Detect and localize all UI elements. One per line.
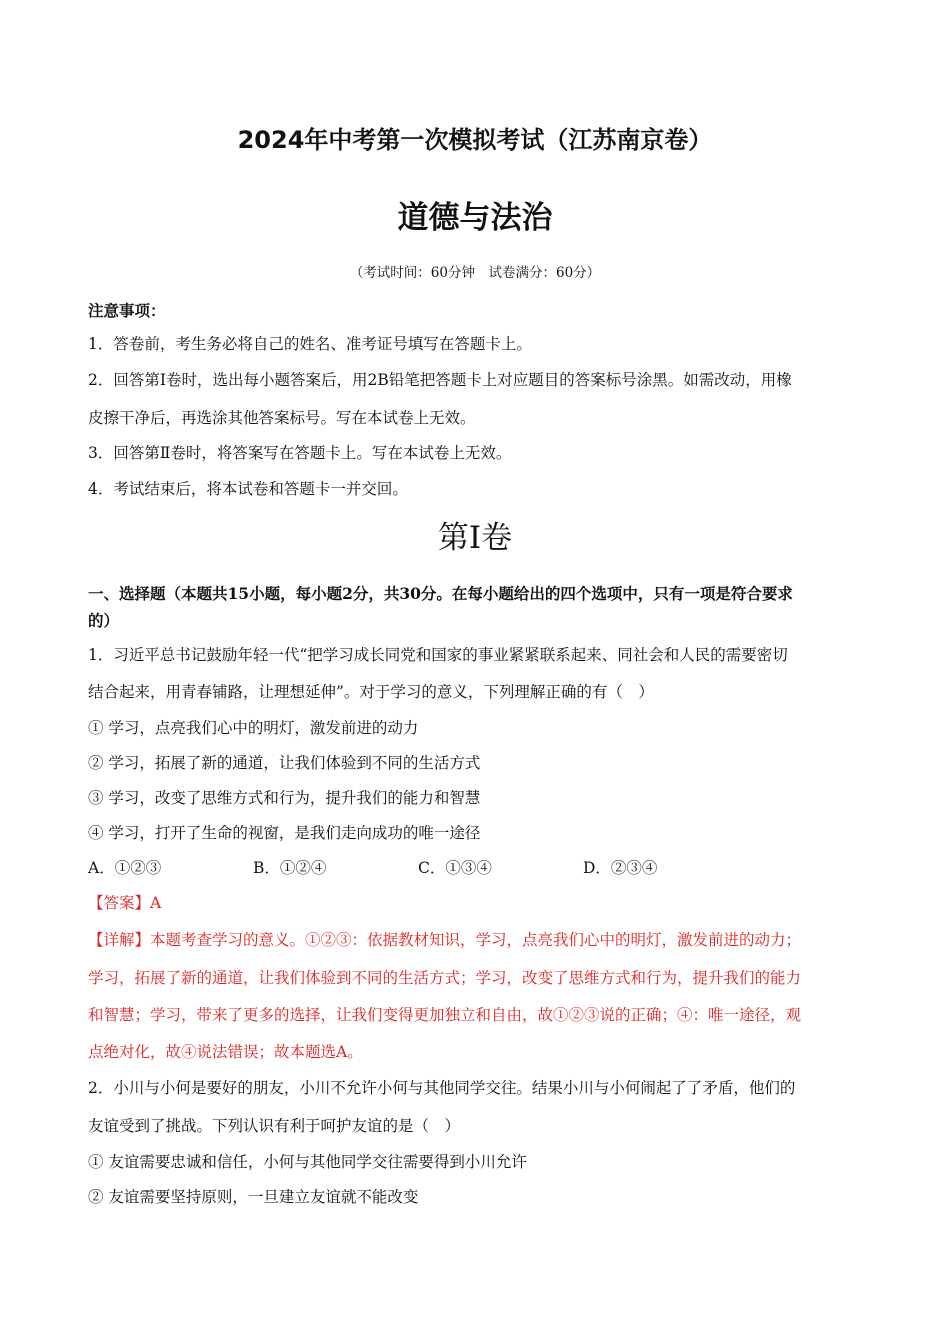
q1-stem-line-2: 结合起来，用青春铺路，让理想延伸”。对于学习的意义，下列理解正确的有（ ） — [88, 683, 654, 701]
q1-detail-line-4: 点绝对化，故④说法错误；故本题选A。 — [88, 1043, 363, 1061]
q1-statement-4: ④ 学习，打开了生命的视窗，是我们走向成功的唯一途径 — [88, 824, 481, 842]
notice-item-2-line-1: 2．回答第Ⅰ卷时，选出每小题答案后，用2B铅笔把答题卡上对应题目的答案标号涂黑。如需改动，用橡 — [88, 371, 792, 389]
subject-title: 道德与法治 — [397, 200, 553, 236]
q1-statement-2: ② 学习，拓展了新的通道，让我们体验到不同的生活方式 — [88, 754, 481, 772]
q1-statement-1: ① 学习，点亮我们心中的明灯，激发前进的动力 — [88, 719, 419, 737]
section-title: 第Ⅰ卷 — [437, 520, 513, 556]
q2-statement-1: ① 友谊需要忠诚和信任，小何与其他同学交往需要得到小川允许 — [88, 1153, 527, 1171]
q1-answer: 【答案】A — [88, 894, 162, 912]
section-instruction-line-1: 一、选择题（本题共15小题，每小题2分，共30分。在每小题给出的四个选项中，只有一项是符合要求 — [88, 584, 793, 603]
q2-stem-line-2: 友谊受到了挑战。下列认识有利于呵护友谊的是（ ） — [88, 1117, 461, 1135]
exam-title: 2024年中考第一次模拟考试（江苏南京卷） — [237, 126, 713, 154]
q1-detail-line-1: 【详解】本题考查学习的意义。①②③：依据教材知识，学习，点亮我们心中的明灯，激发前进的动力； — [88, 931, 802, 949]
q1-option-b: B．①②④ — [253, 859, 327, 877]
notice-heading: 注意事项： — [88, 301, 166, 320]
notice-item-2-line-2: 皮擦干净后，再选涂其他答案标号。写在本试卷上无效。 — [88, 409, 476, 427]
q2-stem-line-1: 2．小川与小何是要好的朋友，小川不允许小何与其他同学交往。结果小川与小何闹起了了矛盾，他们的 — [88, 1079, 796, 1097]
exam-info: （考试时间：60分钟 试卷满分：60分） — [349, 265, 601, 281]
q1-option-d: D．②③④ — [583, 859, 658, 877]
q1-statement-3: ③ 学习，改变了思维方式和行为，提升我们的能力和智慧 — [88, 789, 481, 807]
q1-options — [88, 857, 868, 879]
section-instruction-line-2: 的） — [88, 611, 120, 630]
notice-item-4: 4．考试结束后，将本试卷和答题卡一并交回。 — [88, 480, 408, 498]
q1-option-c: C．①③④ — [418, 859, 492, 877]
q1-stem-line-1: 1．习近平总书记鼓励年轻一代“把学习成长同党和国家的事业紧紧联系起来、同社会和人民的需要密切 — [88, 646, 788, 664]
q1-detail-line-3: 和智慧；学习，带来了更多的选择，让我们变得更加独立和自由，故①②③说的正确；④：唯一途径，观 — [88, 1006, 802, 1024]
notice-item-3: 3．回答第Ⅱ卷时，将答案写在答题卡上。写在本试卷上无效。 — [88, 444, 512, 462]
q2-statement-2: ② 友谊需要坚持原则，一旦建立友谊就不能改变 — [88, 1188, 419, 1206]
notice-item-1: 1．答卷前，考生务必将自己的姓名、准考证号填写在答题卡上。 — [88, 335, 532, 353]
q1-option-a: A．①②③ — [88, 859, 162, 877]
q1-detail-line-2: 学习，拓展了新的通道，让我们体验到不同的生活方式；学习，改变了思维方式和行为，提升我们的能力 — [88, 969, 802, 987]
